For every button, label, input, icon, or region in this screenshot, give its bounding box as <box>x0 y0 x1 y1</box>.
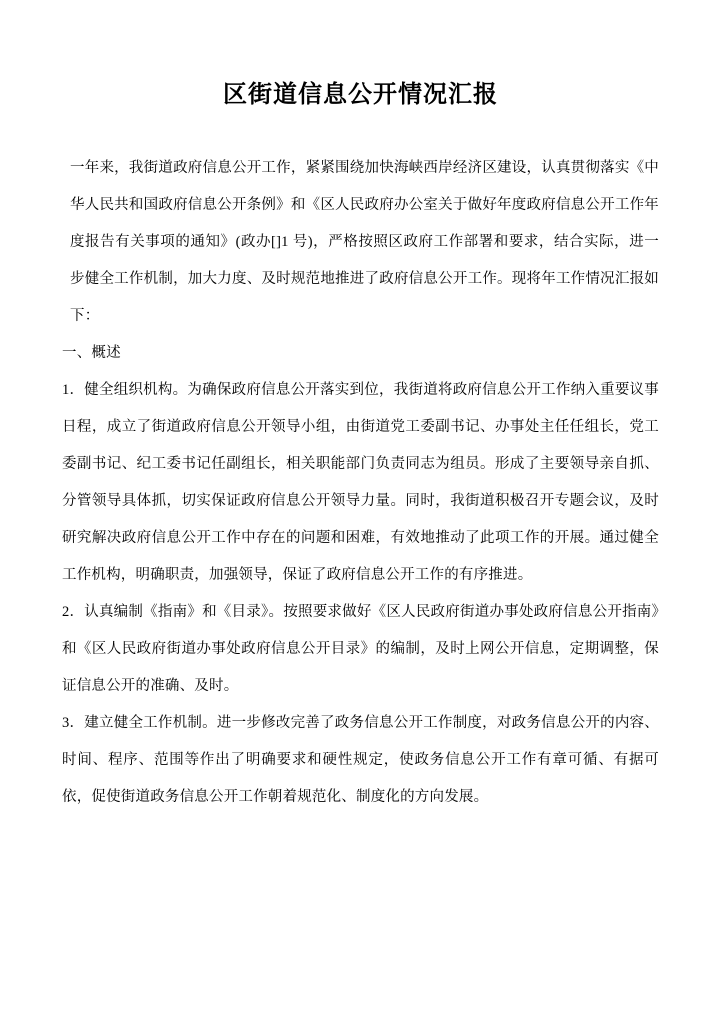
paragraph-item-2: 2．认真编制《指南》和《目录》。按照要求做好《区人民政府街道办事处政府信息公开指南》和《区人民政府街道办事处政府信息公开目录》的编制，及时上网公开信息，定期调整，保证信息公开的准确、及时。 <box>62 604 659 694</box>
paragraph-overview-intro: 一年来，我街道政府信息公开工作，紧紧围绕加快海峡西岸经济区建设，认真贯彻落实《中华人民共和国政府信息公开条例》和《区人民政府办公室关于做好年度政府信息公开工作年度报告有关事项的通知》(政办[]1 号)，严格按照区政府工作部署和要求，结合实际，进一步健全工作机制，加大力度、及时规范地推进了政府信息公开工作。现将年工作情况汇报如下： <box>70 160 659 324</box>
page-title: 区街道信息公开情况汇报 <box>223 82 498 108</box>
paragraph-section-heading-one: 一、概述 <box>62 345 121 361</box>
paragraph-item-1: 1．健全组织机构。为确保政府信息公开落实到位，我街道将政府信息公开工作纳入重要议事日程，成立了街道政府信息公开领导小组，由街道党工委副书记、办事处主任任组长，党工委副书记、纪工委书记任副组长，相关职能部门负责同志为组员。形成了主要领导亲自抓、分管领导具体抓，切实保证政府信息公开领导力量。同时，我街道积极召开专题会议，及时研究解决政府信息公开工作中存在的问题和困难，有效地推动了此项工作的开展。通过健全工作机构，明确职责，加强领导，保证了政府信息公开工作的有序推进。 <box>62 382 659 583</box>
paragraph-item-3: 3．建立健全工作机制。进一步修改完善了政务信息公开工作制度，对政务信息公开的内容、时间、程序、范围等作出了明确要求和硬性规定，使政务信息公开工作有章可循、有据可依，促使街道政务信息公开工作朝着规范化、制度化的方向发展。 <box>62 715 659 805</box>
